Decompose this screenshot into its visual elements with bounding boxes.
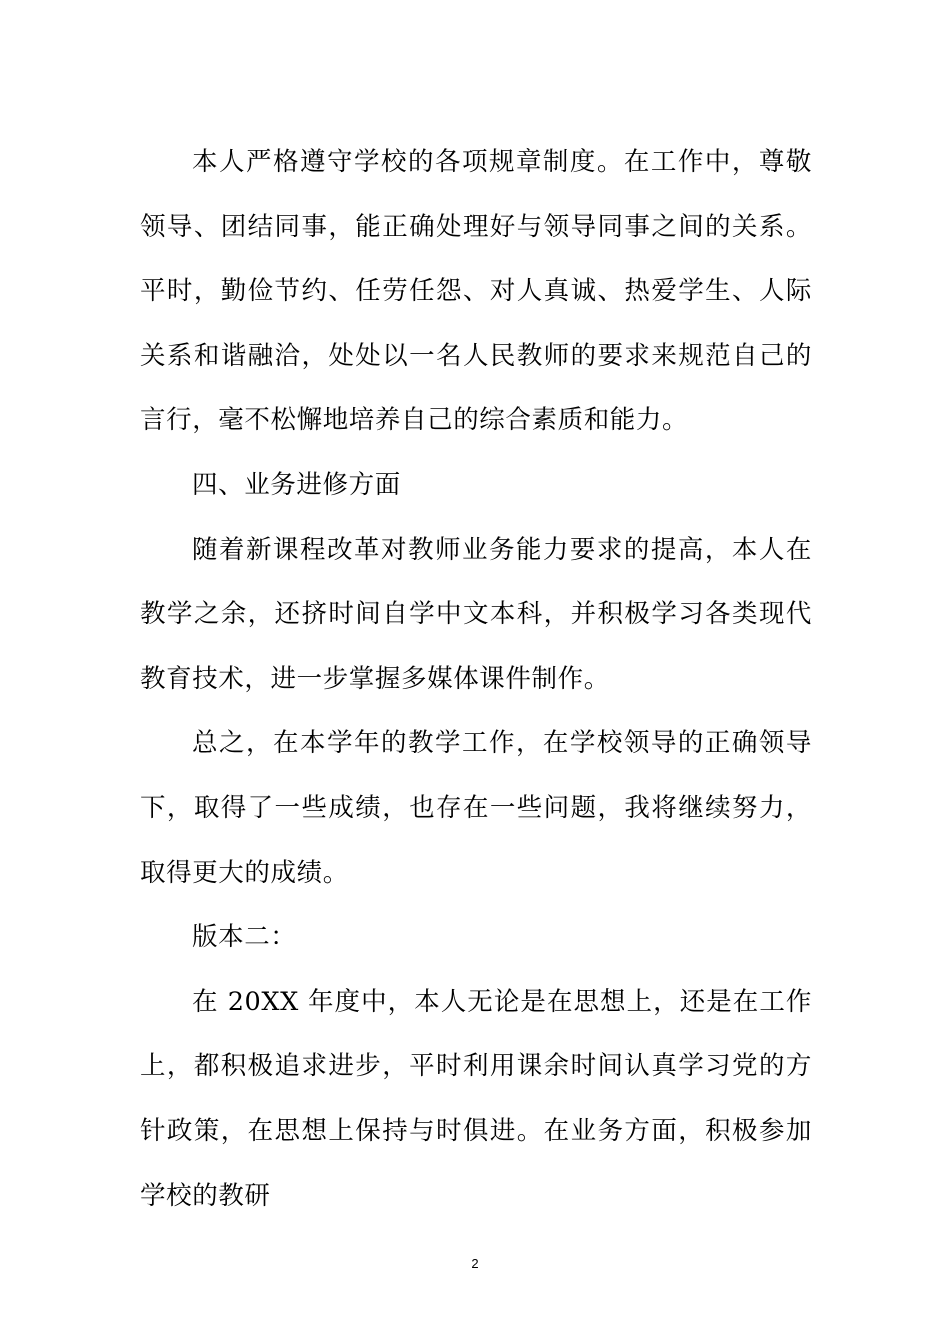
paragraph-conduct: 本人严格遵守学校的各项规章制度。在工作中，尊敬领导、团结同事，能正确处理好与领导同事之间的关系。平时，勤俭节约、任劳任怨、对人真诚、热爱学生、人际关系和谐融洽，处处以一名人民教师的要求来规范自己的言行，毫不松懈地培养自己的综合素质和能力。	[140, 147, 812, 436]
paragraph-professional-study: 随着新课程改革对教师业务能力要求的提高，本人在教学之余，还挤时间自学中文本科，并积极学习各类现代教育技术，进一步掌握多媒体课件制作。	[140, 534, 812, 694]
paragraph-version-two-intro: 在 20XX 年度中，本人无论是在思想上，还是在工作上，都积极追求进步，平时利用课余时间认真学习党的方针政策，在思想上保持与时俱进。在业务方面，积极参加学校的教研	[140, 986, 812, 1211]
version-two-heading: 版本二：	[192, 922, 297, 953]
document-body	[140, 130, 812, 1228]
paragraph-conclusion: 总之，在本学年的教学工作，在学校领导的正确领导下，取得了一些成绩，也存在一些问题，我将继续努力，取得更大的成绩。	[140, 728, 812, 888]
section-heading-professional-study: 四、业务进修方面	[192, 469, 401, 500]
page-number: 2	[471, 1256, 479, 1271]
